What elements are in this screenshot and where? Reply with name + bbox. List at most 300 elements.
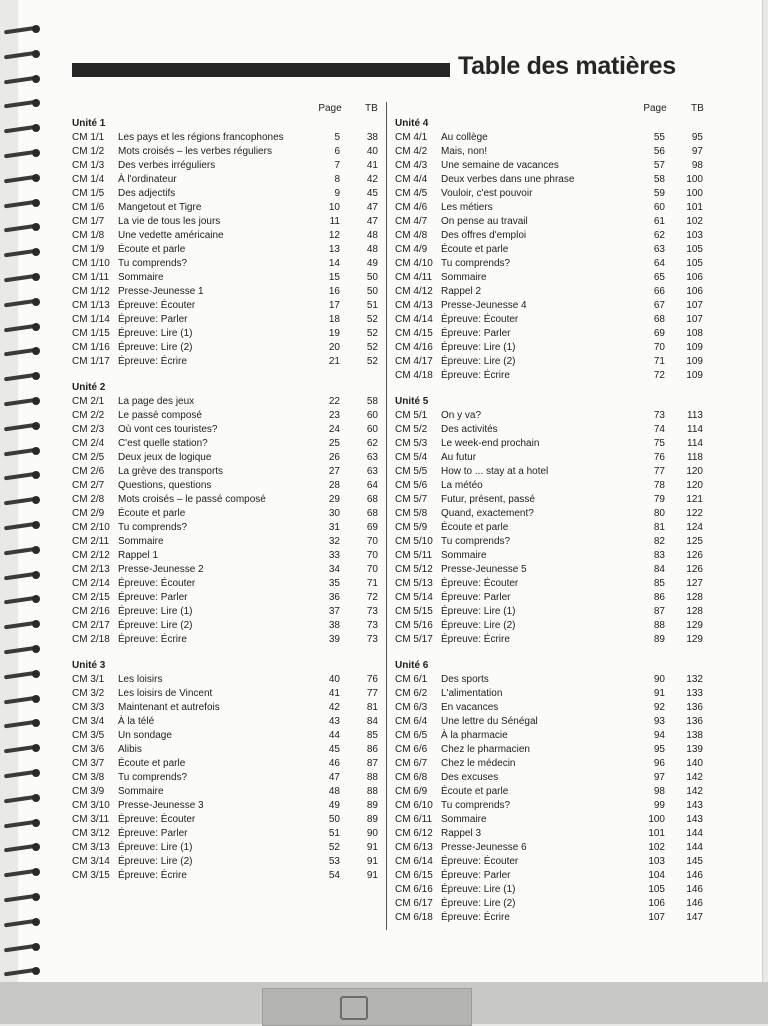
worksheet-topic: Écoute et parle <box>118 758 186 769</box>
worksheet-code: CM 5/8 <box>395 508 428 519</box>
page-number: 106 <box>648 898 665 909</box>
worksheet-code: CM 3/9 <box>72 786 105 797</box>
toc-row <box>72 159 382 173</box>
worksheet-code: CM 5/5 <box>395 466 428 477</box>
worksheet-topic: Le week-end prochain <box>441 438 540 449</box>
worksheet-code: CM 1/14 <box>72 314 110 325</box>
worksheet-code: CM 5/17 <box>395 634 433 645</box>
worksheet-code: CM 4/17 <box>395 356 433 367</box>
toc-right-column <box>395 103 707 925</box>
spiral-coil <box>2 890 42 906</box>
toc-row <box>395 299 707 313</box>
coil-hole <box>32 124 40 132</box>
worksheet-topic: Sommaire <box>441 272 487 283</box>
toc-row <box>72 827 382 841</box>
worksheet-code: CM 5/7 <box>395 494 428 505</box>
spiral-coil <box>2 295 42 311</box>
worksheet-code: CM 2/17 <box>72 620 110 631</box>
worksheet-topic: Épreuve: Lire (1) <box>118 842 193 853</box>
worksheet-code: CM 5/10 <box>395 536 433 547</box>
coil-hole <box>32 546 40 554</box>
page-number: 69 <box>653 328 665 339</box>
toc-row <box>72 813 382 827</box>
page-number: 79 <box>653 494 665 505</box>
spiral-coil <box>2 47 42 63</box>
worksheet-topic: La vie de tous les jours <box>118 216 221 227</box>
tb-number: 51 <box>366 300 378 311</box>
worksheet-topic: Presse-Jeunesse 3 <box>118 800 204 811</box>
worksheet-code: CM 5/9 <box>395 522 428 533</box>
worksheet-topic: On y va? <box>441 410 482 421</box>
worksheet-code: CM 5/14 <box>395 592 433 603</box>
worksheet-topic: Écoute et parle <box>441 522 509 533</box>
worksheet-topic: Alibis <box>118 744 142 755</box>
toc-row <box>72 605 382 619</box>
tb-number: 91 <box>366 842 378 853</box>
page-number: 55 <box>653 132 665 143</box>
worksheet-topic: Mais, non! <box>441 146 488 157</box>
worksheet-topic: Des adjectifs <box>118 188 176 199</box>
worksheet-code: CM 6/14 <box>395 856 433 867</box>
tb-number: 47 <box>366 216 378 227</box>
page-number: 93 <box>653 716 665 727</box>
worksheet-topic: Tu comprends? <box>441 258 511 269</box>
worksheet-code: CM 1/10 <box>72 258 110 269</box>
worksheet-code: CM 6/8 <box>395 772 428 783</box>
coil-hole <box>32 347 40 355</box>
worksheet-code: CM 1/13 <box>72 300 110 311</box>
spiral-coil <box>2 940 42 956</box>
worksheet-topic: Épreuve: Écrire <box>118 356 187 367</box>
tb-number: 52 <box>366 342 378 353</box>
tb-number: 109 <box>686 342 703 353</box>
tb-number: 73 <box>366 620 378 631</box>
coil-hole <box>32 50 40 58</box>
worksheet-code: CM 3/3 <box>72 702 105 713</box>
unit-title: Unité 6 <box>395 660 429 671</box>
page-number: 65 <box>653 272 665 283</box>
toc-row <box>72 341 382 355</box>
worksheet-code: CM 4/8 <box>395 230 428 241</box>
column-header <box>395 103 707 117</box>
spiral-coil <box>2 667 42 683</box>
tb-number: 76 <box>366 674 378 685</box>
worksheet-topic: Des offres d'emploi <box>441 230 527 241</box>
tb-number: 91 <box>366 856 378 867</box>
toc-row <box>395 201 707 215</box>
spiral-coil <box>2 642 42 658</box>
spiral-coil <box>2 468 42 484</box>
worksheet-topic: Une vedette américaine <box>118 230 224 241</box>
worksheet-topic: Quand, exactement? <box>441 508 534 519</box>
section-gap <box>72 369 382 381</box>
worksheet-code: CM 2/7 <box>72 480 105 491</box>
worksheet-code: CM 2/2 <box>72 410 105 421</box>
page-number: 89 <box>653 634 665 645</box>
column-header <box>72 103 382 117</box>
worksheet-code: CM 3/12 <box>72 828 110 839</box>
spiral-binding <box>0 0 44 982</box>
toc-row <box>395 285 707 299</box>
spiral-coil <box>2 543 42 559</box>
worksheet-topic: Épreuve: Lire (2) <box>441 898 516 909</box>
toc-row <box>395 591 707 605</box>
page-number: 24 <box>328 424 340 435</box>
coil-hole <box>32 695 40 703</box>
tb-number: 89 <box>366 814 378 825</box>
worksheet-code: CM 1/12 <box>72 286 110 297</box>
page-number: 105 <box>648 884 665 895</box>
page-number: 38 <box>328 620 340 631</box>
spiral-coil <box>2 518 42 534</box>
worksheet-code: CM 2/6 <box>72 466 105 477</box>
worksheet-code: CM 6/9 <box>395 786 428 797</box>
toc-row <box>72 549 382 563</box>
worksheet-code: CM 3/7 <box>72 758 105 769</box>
worksheet-code: CM 6/5 <box>395 730 428 741</box>
worksheet-topic: Épreuve: Lire (2) <box>118 620 193 631</box>
worksheet-code: CM 5/12 <box>395 564 433 575</box>
tb-number: 120 <box>686 480 703 491</box>
spiral-coil <box>2 840 42 856</box>
section-gap <box>72 647 382 659</box>
spiral-coil <box>2 915 42 931</box>
toc-row <box>72 465 382 479</box>
worksheet-topic: Presse-Jeunesse 5 <box>441 564 527 575</box>
tb-number: 138 <box>686 730 703 741</box>
tb-number: 49 <box>366 258 378 269</box>
toc-row <box>72 355 382 369</box>
section-gap <box>395 383 707 395</box>
worksheet-code: CM 2/3 <box>72 424 105 435</box>
tb-number: 128 <box>686 606 703 617</box>
tb-header: TB <box>365 103 378 114</box>
page-number: 100 <box>648 814 665 825</box>
toc-row <box>72 187 382 201</box>
page-number: 51 <box>328 828 340 839</box>
tb-number: 52 <box>366 328 378 339</box>
coil-hole <box>32 223 40 231</box>
toc-row <box>395 327 707 341</box>
page-number: 39 <box>328 634 340 645</box>
toc-row <box>72 701 382 715</box>
toc-row <box>72 201 382 215</box>
column-divider <box>386 102 387 930</box>
page-number: 86 <box>653 592 665 603</box>
coil-hole <box>32 918 40 926</box>
tb-number: 100 <box>686 174 703 185</box>
toc-row <box>395 883 707 897</box>
toc-row <box>72 327 382 341</box>
worksheet-topic: Sommaire <box>118 786 164 797</box>
worksheet-topic: Épreuve: Lire (1) <box>441 606 516 617</box>
toc-row <box>395 159 707 173</box>
tb-number: 60 <box>366 410 378 421</box>
page-number: 61 <box>653 216 665 227</box>
spiral-coil <box>2 493 42 509</box>
worksheet-code: CM 1/3 <box>72 160 105 171</box>
worksheet-topic: Épreuve: Lire (1) <box>118 328 193 339</box>
coil-hole <box>32 595 40 603</box>
toc-row <box>72 285 382 299</box>
page-number: 101 <box>648 828 665 839</box>
coil-hole <box>32 248 40 256</box>
worksheet-topic: Rappel 2 <box>441 286 482 297</box>
page-number: 41 <box>328 688 340 699</box>
page-number: 47 <box>328 772 340 783</box>
tb-number: 126 <box>686 564 703 575</box>
toc-row <box>72 437 382 451</box>
page-number: 60 <box>653 202 665 213</box>
worksheet-topic: Épreuve: Lire (1) <box>118 606 193 617</box>
tb-number: 145 <box>686 856 703 867</box>
toc-row <box>395 187 707 201</box>
worksheet-topic: Les loisirs de Vincent <box>118 688 213 699</box>
spiral-coil <box>2 344 42 360</box>
page-number: 33 <box>328 550 340 561</box>
page-number: 107 <box>648 912 665 923</box>
worksheet-code: CM 4/1 <box>395 132 428 143</box>
toc-row <box>395 423 707 437</box>
worksheet-code: CM 4/4 <box>395 174 428 185</box>
toc-row <box>72 299 382 313</box>
page-number: 88 <box>653 620 665 631</box>
worksheet-topic: Épreuve: Parler <box>118 828 188 839</box>
worksheet-topic: Épreuve: Écrire <box>441 912 510 923</box>
tb-number: 91 <box>366 870 378 881</box>
toc-row <box>395 409 707 423</box>
coil-hole <box>32 521 40 529</box>
tb-number: 107 <box>686 300 703 311</box>
coil-hole <box>32 967 40 975</box>
worksheet-topic: La page des jeux <box>118 396 195 407</box>
page-number: 97 <box>653 772 665 783</box>
spiral-coil <box>2 444 42 460</box>
toc-row <box>395 799 707 813</box>
tb-number: 70 <box>366 550 378 561</box>
tb-number: 86 <box>366 744 378 755</box>
page-number: 14 <box>328 258 340 269</box>
tb-number: 63 <box>366 466 378 477</box>
page-number: 87 <box>653 606 665 617</box>
worksheet-topic: Épreuve: Parler <box>441 328 511 339</box>
worksheet-code: CM 6/2 <box>395 688 428 699</box>
toc-row <box>395 701 707 715</box>
coil-hole <box>32 670 40 678</box>
worksheet-topic: Deux verbes dans une phrase <box>441 174 575 185</box>
spiral-coil <box>2 692 42 708</box>
worksheet-topic: Épreuve: Écouter <box>118 814 196 825</box>
page-number: 20 <box>328 342 340 353</box>
page-number: 9 <box>334 188 340 199</box>
worksheet-topic: Tu comprends? <box>118 522 188 533</box>
tb-number: 139 <box>686 744 703 755</box>
worksheet-code: CM 4/11 <box>395 272 433 283</box>
worksheet-topic: How to ... stay at a hotel <box>441 466 549 477</box>
tb-number: 88 <box>366 772 378 783</box>
page-number: 45 <box>328 744 340 755</box>
tb-number: 71 <box>366 578 378 589</box>
page-number: 25 <box>328 438 340 449</box>
toc-row <box>395 145 707 159</box>
worksheet-code: CM 4/7 <box>395 216 428 227</box>
page-number: 8 <box>334 174 340 185</box>
page-number: 103 <box>648 856 665 867</box>
toc-row <box>395 451 707 465</box>
page-number: 80 <box>653 508 665 519</box>
worksheet-code: CM 4/5 <box>395 188 428 199</box>
page-number: 92 <box>653 702 665 713</box>
tb-number: 50 <box>366 272 378 283</box>
tb-number: 132 <box>686 674 703 685</box>
tb-number: 101 <box>686 202 703 213</box>
worksheet-topic: En vacances <box>441 702 499 713</box>
spiral-coil <box>2 766 42 782</box>
page-number: 26 <box>328 452 340 463</box>
toc-row <box>72 771 382 785</box>
coil-hole <box>32 719 40 727</box>
worksheet-topic: Chez le pharmacien <box>441 744 530 755</box>
coil-hole <box>32 744 40 752</box>
page-number: 19 <box>328 328 340 339</box>
toc-row <box>72 619 382 633</box>
worksheet-topic: Tu comprends? <box>118 258 188 269</box>
worksheet-code: CM 6/16 <box>395 884 433 895</box>
worksheet-topic: Écoute et parle <box>441 786 509 797</box>
toc-row <box>72 493 382 507</box>
worksheet-code: CM 3/11 <box>72 814 110 825</box>
toc-row <box>72 729 382 743</box>
tb-number: 142 <box>686 772 703 783</box>
toc-row <box>72 507 382 521</box>
toc-row <box>72 479 382 493</box>
tb-number: 124 <box>686 522 703 533</box>
coil-hole <box>32 323 40 331</box>
coil-hole <box>32 769 40 777</box>
tb-number: 133 <box>686 688 703 699</box>
spiral-coil <box>2 394 42 410</box>
worksheet-code: CM 1/9 <box>72 244 105 255</box>
page-number: 29 <box>328 494 340 505</box>
worksheet-code: CM 5/11 <box>395 550 433 561</box>
worksheet-code: CM 2/11 <box>72 536 110 547</box>
worksheet-code: CM 4/18 <box>395 370 433 381</box>
page-number: 11 <box>329 216 340 227</box>
worksheet-topic: Maintenant et autrefois <box>118 702 220 713</box>
spiral-coil <box>2 592 42 608</box>
toc-row <box>395 619 707 633</box>
tb-number: 38 <box>366 132 378 143</box>
toc-row <box>72 395 382 409</box>
worksheet-code: CM 3/4 <box>72 716 105 727</box>
page-number: 90 <box>653 674 665 685</box>
worksheet-topic: Épreuve: Écrire <box>118 870 187 881</box>
worksheet-code: CM 4/14 <box>395 314 433 325</box>
worksheet-code: CM 4/6 <box>395 202 428 213</box>
page-number: 48 <box>328 786 340 797</box>
page-number: 6 <box>334 146 340 157</box>
unit-title: Unité 2 <box>72 382 106 393</box>
tb-number: 48 <box>366 244 378 255</box>
worksheet-topic: Au futur <box>441 452 477 463</box>
tb-number: 125 <box>686 536 703 547</box>
toc-row <box>395 257 707 271</box>
page-number: 7 <box>334 160 340 171</box>
tb-number: 106 <box>686 286 703 297</box>
coil-hole <box>32 447 40 455</box>
page-number: 18 <box>328 314 340 325</box>
worksheet-topic: Le passé composé <box>118 410 202 421</box>
tb-number: 70 <box>366 564 378 575</box>
page-number: 67 <box>653 300 665 311</box>
page-number: 36 <box>328 592 340 603</box>
toc-row <box>395 715 707 729</box>
tb-number: 60 <box>366 424 378 435</box>
worksheet-topic: Tu comprends? <box>118 772 188 783</box>
page-number: 10 <box>328 202 340 213</box>
tb-number: 50 <box>366 286 378 297</box>
worksheet-code: CM 3/6 <box>72 744 105 755</box>
worksheet-topic: Épreuve: Écouter <box>118 300 196 311</box>
page-number: 77 <box>653 466 665 477</box>
worksheet-topic: Épreuve: Lire (2) <box>441 356 516 367</box>
worksheet-code: CM 2/12 <box>72 550 110 561</box>
page-number: 34 <box>328 564 340 575</box>
page-header: Page <box>318 103 342 114</box>
toc-row <box>395 813 707 827</box>
tb-number: 136 <box>686 716 703 727</box>
page-number: 102 <box>648 842 665 853</box>
worksheet-code: CM 5/15 <box>395 606 433 617</box>
tb-number: 52 <box>366 356 378 367</box>
coil-hole <box>32 893 40 901</box>
page-title: Table des matières <box>458 52 676 80</box>
tb-number: 52 <box>366 314 378 325</box>
page-number: 57 <box>653 160 665 171</box>
page-number: 72 <box>653 370 665 381</box>
spiral-coil <box>2 617 42 633</box>
toc-row <box>395 687 707 701</box>
worksheet-code: CM 3/1 <box>72 674 105 685</box>
toc-row <box>72 715 382 729</box>
worksheet-topic: Épreuve: Parler <box>441 592 511 603</box>
toc-row <box>395 911 707 925</box>
tb-number: 68 <box>366 508 378 519</box>
page-number: 5 <box>334 132 340 143</box>
tb-number: 72 <box>366 592 378 603</box>
tb-number: 147 <box>686 912 703 923</box>
worksheet-topic: Les pays et les régions francophones <box>118 132 284 143</box>
title-rule <box>72 63 450 77</box>
worksheet-code: CM 4/16 <box>395 342 433 353</box>
coil-hole <box>32 273 40 281</box>
worksheet-topic: Tu comprends? <box>441 800 511 811</box>
worksheet-code: CM 2/10 <box>72 522 110 533</box>
worksheet-code: CM 5/6 <box>395 480 428 491</box>
coil-hole <box>32 496 40 504</box>
worksheet-topic: Écoute et parle <box>118 244 186 255</box>
worksheet-code: CM 2/8 <box>72 494 105 505</box>
worksheet-code: CM 1/17 <box>72 356 110 367</box>
worksheet-topic: Où vont ces touristes? <box>118 424 218 435</box>
worksheet-topic: Épreuve: Lire (2) <box>441 620 516 631</box>
toc-row <box>395 897 707 911</box>
worksheet-topic: Épreuve: Parler <box>118 592 188 603</box>
coil-hole <box>32 99 40 107</box>
toc-row <box>395 313 707 327</box>
toc-row <box>72 423 382 437</box>
worksheet-code: CM 3/14 <box>72 856 110 867</box>
